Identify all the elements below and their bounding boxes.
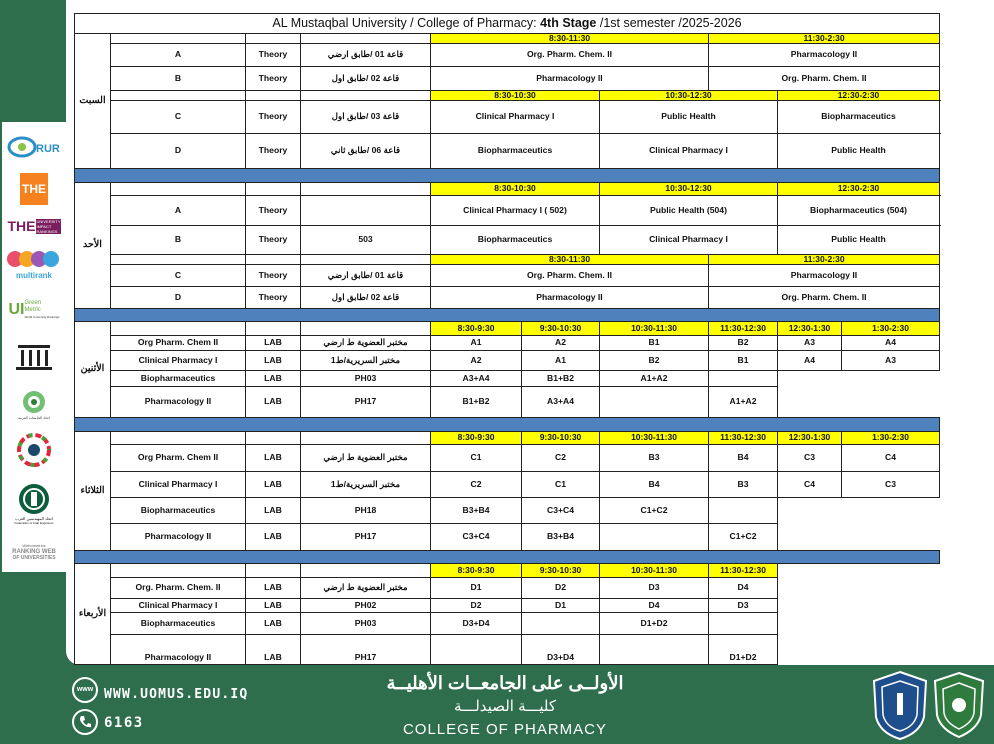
course-cell: Public Health (504) (600, 195, 778, 225)
type-label: Theory (246, 195, 301, 225)
course-label: Pharmacology II (111, 634, 246, 664)
time-slot: 12:30-1:30 (778, 431, 842, 444)
type-label: Theory (246, 66, 301, 90)
group-cell: B2 (709, 335, 778, 350)
room: قاعة 02 /طابق اول (301, 286, 431, 308)
group-label: A (111, 195, 246, 225)
schedule-table (74, 13, 940, 665)
course-cell: Pharmacology II (431, 66, 709, 90)
time-slot: 10:30-12:30 (600, 90, 778, 100)
group-cell: A3 (778, 335, 842, 350)
course-label: Org. Pharm. Chem. II (111, 577, 246, 598)
course-label: Clinical Pharmacy I (111, 350, 246, 370)
group-label: D (111, 133, 246, 168)
time-slot: 12:30-2:30 (778, 90, 940, 100)
course-label: Pharmacology II (111, 386, 246, 417)
room: PH17 (301, 634, 431, 664)
course-label: Biopharmaceutics (111, 370, 246, 386)
course-cell: Public Health (778, 133, 940, 168)
course-cell: Public Health (600, 100, 778, 133)
group-cell: A4 (842, 335, 940, 350)
course-cell: Clinical Pharmacy I ( 502) (431, 195, 600, 225)
time-slot: 9:30-10:30 (522, 431, 600, 444)
time-slot: 10:30-11:30 (600, 431, 709, 444)
room: 503 (301, 225, 431, 254)
course-cell: Biopharmaceutics (431, 225, 600, 254)
group-label: D (111, 286, 246, 308)
group-label: C (111, 264, 246, 286)
separator (75, 308, 940, 321)
group-cell: D3 (709, 598, 778, 612)
time-slot: 8:30-11:30 (431, 34, 709, 44)
time-slot: 11:30-12:30 (709, 431, 778, 444)
time-slot: 11:30-2:30 (709, 34, 940, 44)
college-emblem-icon (932, 671, 986, 739)
group-cell: D1 (522, 598, 600, 612)
group-cell: B1+B2 (431, 386, 522, 417)
website-link[interactable]: WWW.UOMUS.EDU.IQ (104, 687, 249, 702)
type-label: Theory (246, 100, 301, 133)
group-cell: A1 (522, 350, 600, 370)
type-label: LAB (246, 471, 301, 497)
group-cell: A1 (431, 335, 522, 350)
type-label: LAB (246, 370, 301, 386)
group-cell: C4 (778, 471, 842, 497)
type-label: LAB (246, 634, 301, 664)
type-label: LAB (246, 350, 301, 370)
group-cell: C1+C2 (709, 523, 778, 550)
group-cell: A3 (842, 350, 940, 370)
type-label: LAB (246, 523, 301, 550)
group-cell: B1 (600, 335, 709, 350)
group-cell: C2 (431, 471, 522, 497)
time-slot: 9:30-10:30 (522, 321, 600, 335)
course-cell: Public Health (778, 225, 940, 254)
room: مختبر العضوية ط ارضي (301, 577, 431, 598)
group-cell: B1 (709, 350, 778, 370)
type-label: LAB (246, 444, 301, 471)
type-label: Theory (246, 133, 301, 168)
time-slot: 8:30-10:30 (431, 182, 600, 195)
room: قاعة 01 /طابق ارضي (301, 43, 431, 66)
group-cell: B4 (600, 471, 709, 497)
course-label: Biopharmaceutics (111, 612, 246, 634)
time-slot: 8:30-9:30 (431, 431, 522, 444)
rur-logo (6, 128, 62, 166)
type-label: Theory (246, 43, 301, 66)
room: مختبر العضوية ط ارضي (301, 444, 431, 471)
college-name-arabic: كليـــة الصيدلـــة (454, 698, 556, 715)
room: PH17 (301, 523, 431, 550)
group-cell: C3 (842, 471, 940, 497)
group-cell: B2 (600, 350, 709, 370)
room: مختبر العضوية ط ارضي (301, 335, 431, 350)
svg-text:RUR: RUR (36, 143, 60, 155)
type-label: LAB (246, 335, 301, 350)
day-monday: الأثنين (75, 321, 111, 417)
type-label: Theory (246, 264, 301, 286)
course-label: Clinical Pharmacy I (111, 598, 246, 612)
course-cell: Pharmacology II (709, 264, 940, 286)
room: PH02 (301, 598, 431, 612)
group-label: B (111, 225, 246, 254)
group-cell: C1 (522, 471, 600, 497)
group-cell: A1+A2 (600, 370, 709, 386)
room: مختبر السريرية/ط1 (301, 471, 431, 497)
separator (75, 168, 940, 182)
course-cell: Biopharmaceutics (778, 100, 940, 133)
group-cell: B4 (709, 444, 778, 471)
time-slot: 8:30-10:30 (431, 90, 600, 100)
time-slot: 10:30-12:30 (600, 182, 778, 195)
type-label: LAB (246, 598, 301, 612)
group-cell: D3+D4 (522, 634, 600, 664)
time-slot: 9:30-10:30 (522, 563, 600, 577)
group-cell: C3+C4 (522, 497, 600, 523)
group-cell: C4 (842, 444, 940, 471)
day-tuesday: الثلاثاء (75, 431, 111, 550)
sdg-wheel-icon (6, 432, 62, 468)
globe-icon: www (72, 677, 98, 703)
day-sunday: الأحد (75, 182, 111, 308)
university-emblem-icon (870, 669, 930, 741)
room: قاعة 02 /طابق اول (301, 66, 431, 90)
course-cell: Clinical Pharmacy I (600, 225, 778, 254)
group-cell: C1 (431, 444, 522, 471)
room: مختبر السريرية/ط1 (301, 350, 431, 370)
course-cell: Biopharmaceutics (431, 133, 600, 168)
group-cell: D4 (709, 577, 778, 598)
multirank-logo: multirank (6, 244, 62, 282)
group-cell: D2 (431, 598, 522, 612)
room: PH03 (301, 612, 431, 634)
type-label: Theory (246, 286, 301, 308)
course-label: Org Pharm. Chem II (111, 335, 246, 350)
group-cell: D4 (600, 598, 709, 612)
time-slot: 11:30-12:30 (709, 321, 778, 335)
group-cell: C3 (778, 444, 842, 471)
group-cell: A4 (778, 350, 842, 370)
group-cell: A1+A2 (709, 386, 778, 417)
group-cell: B3 (709, 471, 778, 497)
type-label: LAB (246, 612, 301, 634)
course-label: Pharmacology II (111, 523, 246, 550)
group-cell: B3+B4 (431, 497, 522, 523)
room: قاعة 01 /طابق ارضي (301, 264, 431, 286)
course-label: Clinical Pharmacy I (111, 471, 246, 497)
course-cell: Clinical Pharmacy I (431, 100, 600, 133)
type-label: LAB (246, 386, 301, 417)
ui-greenmetric-logo: UI Green Metric World University Rankings (8, 299, 60, 319)
course-label: Org Pharm. Chem II (111, 444, 246, 471)
room: PH03 (301, 370, 431, 386)
course-cell: Org. Pharm. Chem. II (431, 43, 709, 66)
group-cell: D1+D2 (600, 612, 709, 634)
time-slot: 1:30-2:30 (842, 321, 940, 335)
college-name-english: COLLEGE OF PHARMACY (402, 721, 608, 738)
time-slot: 12:30-1:30 (778, 321, 842, 335)
time-slot: 11:30-2:30 (709, 254, 940, 264)
the-impact-logo: THE UNIVERSITY IMPACT RANKINGS (7, 218, 61, 234)
course-cell: Pharmacology II (709, 43, 940, 66)
footer (0, 665, 994, 744)
group-cell: C3+C4 (431, 523, 522, 550)
time-slot: 10:30-11:30 (600, 321, 709, 335)
course-cell: Clinical Pharmacy I (600, 133, 778, 168)
separator (75, 417, 940, 431)
type-label: LAB (246, 497, 301, 523)
phone-icon (72, 709, 98, 735)
course-cell: Org. Pharm. Chem. II (709, 286, 940, 308)
group-cell: A2 (522, 335, 600, 350)
room: قاعة 06 /طابق ثاني (301, 133, 431, 168)
group-cell: A2 (431, 350, 522, 370)
group-cell: D3+D4 (431, 612, 522, 634)
course-cell: Org. Pharm. Chem. II (431, 264, 709, 286)
group-cell: D2 (522, 577, 600, 598)
group-label: A (111, 43, 246, 66)
group-cell: D3 (600, 577, 709, 598)
course-cell: Pharmacology II (431, 286, 709, 308)
arabic-tagline: الأولــى على الجامعــات الأهليــة (386, 673, 624, 693)
time-slot: 1:30-2:30 (842, 431, 940, 444)
time-slot: 11:30-12:30 (709, 563, 778, 577)
type-label: Theory (246, 225, 301, 254)
group-cell: B3 (600, 444, 709, 471)
time-slot: 8:30-9:30 (431, 563, 522, 577)
room: PH18 (301, 497, 431, 523)
arab-engineers-logo: اتحاد المهندسين العرب Federation of Arab Engineers (6, 478, 62, 528)
room: قاعة 03 /طابق اول (301, 100, 431, 133)
time-slot: 8:30-9:30 (431, 321, 522, 335)
group-cell: B1+B2 (522, 370, 600, 386)
group-cell: D1 (431, 577, 522, 598)
group-cell: C1+C2 (600, 497, 709, 523)
group-cell: A3+A4 (522, 386, 600, 417)
phone-number[interactable]: 6163 (104, 715, 144, 731)
schedule-title: AL Mustaqbal University / College of Pharmacy: 4th Stage /1st semester /2025-2026 (75, 14, 940, 34)
separator (75, 550, 940, 563)
time-slot: 12:30-2:30 (778, 182, 940, 195)
group-cell: D1+D2 (709, 634, 778, 664)
institution-columns-icon (6, 342, 62, 372)
group-label: B (111, 66, 246, 90)
group-label: C (111, 100, 246, 133)
course-label: Biopharmaceutics (111, 497, 246, 523)
day-saturday: السبت (75, 34, 111, 169)
group-cell: A3+A4 (431, 370, 522, 386)
webometrics-logo: Webometrics RANKING WEB OF UNIVERSITIES (12, 543, 56, 561)
time-slot: 8:30-11:30 (431, 254, 709, 264)
day-wednesday: الأربعاء (75, 563, 111, 664)
arab-union-logo: اتحاد الجامعات العربية (6, 384, 62, 424)
course-cell: Org. Pharm. Chem. II (709, 66, 940, 90)
group-cell: B3+B4 (522, 523, 600, 550)
the-logo: THE (6, 172, 62, 206)
type-label: LAB (246, 577, 301, 598)
course-cell: Biopharmaceutics (504) (778, 195, 940, 225)
room: PH17 (301, 386, 431, 417)
group-cell: C2 (522, 444, 600, 471)
time-slot: 10:30-11:30 (600, 563, 709, 577)
ranking-logos (2, 122, 66, 572)
